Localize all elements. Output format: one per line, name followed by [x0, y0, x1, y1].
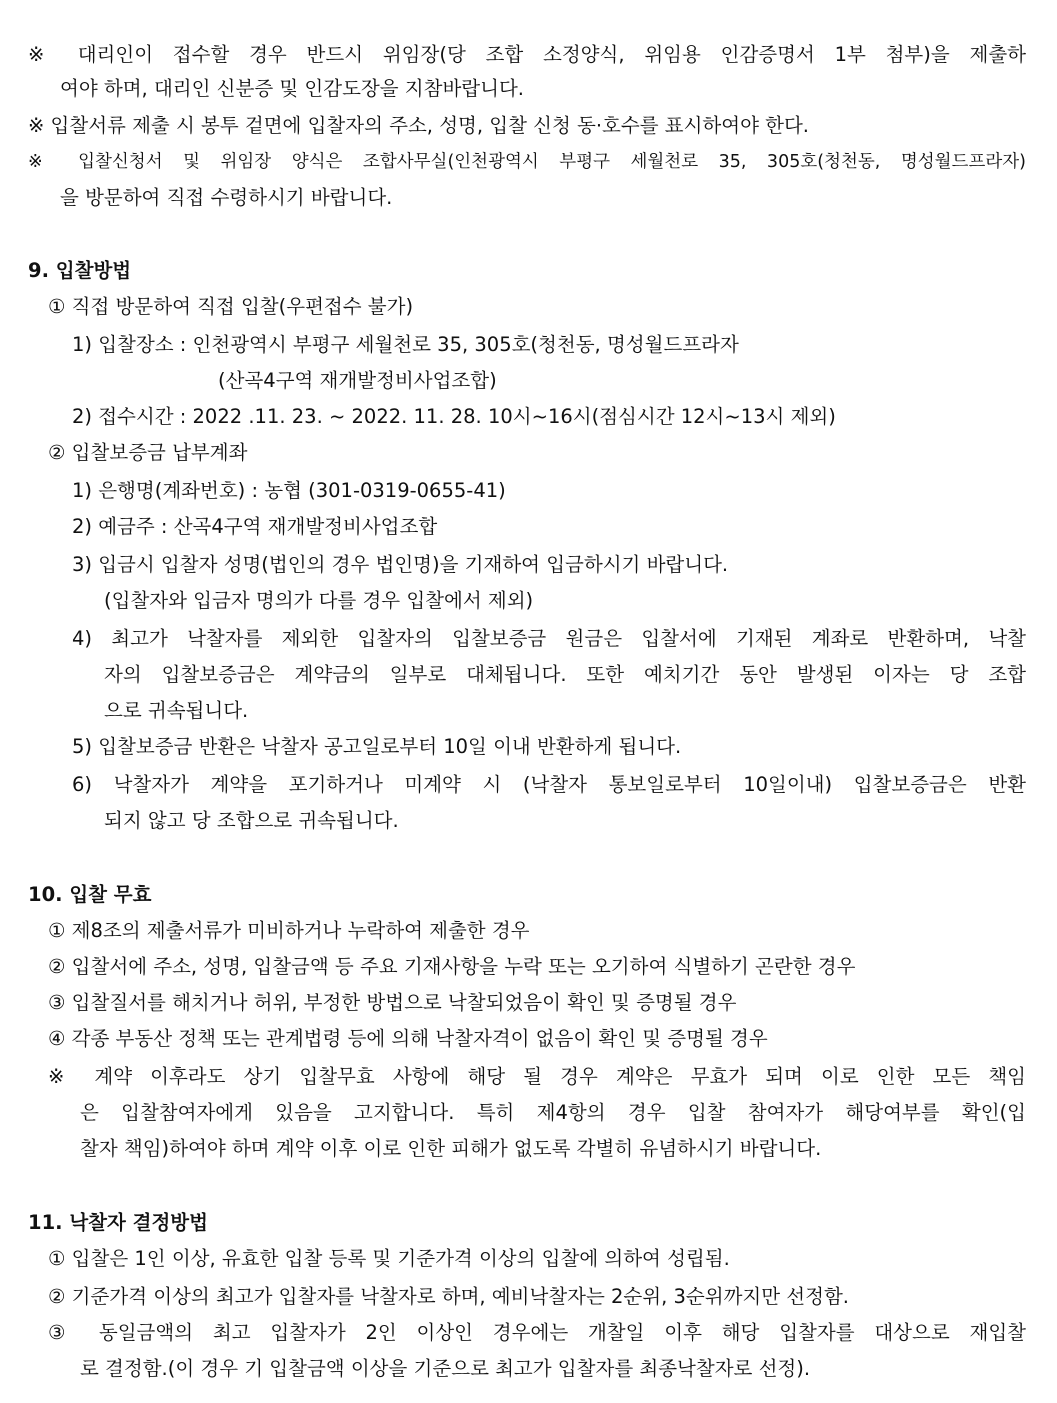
note-forms-line1: ※ 입찰신청서 및 위임장 양식은 조합사무실(인천광역시 부평구 세월천로 35, 305호(청천동, 명성월드프라자): [28, 152, 1026, 172]
section-9-item-1: ① 직접 방문하여 직접 입찰(우편접수 불가): [48, 295, 414, 318]
section-9-item-2-4-line1: 4) 최고가 낙찰자를 제외한 입찰자의 입찰보증금 원금은 입찰서에 기재된 계좌로 반환하며, 낙찰: [72, 627, 1026, 650]
section-9-item-2-4-line2: 자의 입찰보증금은 계약금의 일부로 대체됩니다. 또한 예치기간 동안 발생된 이자는 당 조합: [104, 663, 1026, 686]
section-9-item-2-1: 1) 은행명(계좌번호) : 농협 (301-0319-0655-41): [72, 479, 506, 502]
section-9-item-1-1-line1: 1) 입찰장소 : 인천광역시 부평구 세월천로 35, 305호(청천동, 명성월드프라자: [72, 333, 739, 356]
section-9-item-2-4-line3: 으로 귀속됩니다.: [104, 699, 249, 722]
section-11-item-3-line2: 로 결정함.(이 경우 기 입찰금액 이상을 기준으로 최고가 입찰자를 최종낙찰자로 선정).: [80, 1357, 811, 1380]
section-10-note-line2: 은 입찰참여자에게 있음을 고지합니다. 특히 제4항의 경우 입찰 참여자가 해당여부를 확인(입: [80, 1101, 1026, 1124]
section-9-item-2-6-line1: 6) 낙찰자가 계약을 포기하거나 미계약 시 (낙찰자 통보일로부터 10일이내) 입찰보증금은 반환: [72, 773, 1026, 796]
section-10-note-line1: ※ 계약 이후라도 상기 입찰무효 사항에 해당 될 경우 계약은 무효가 되며 이로 인한 모든 책임: [48, 1065, 1026, 1088]
section-10-item-2: ② 입찰서에 주소, 성명, 입찰금액 등 주요 기재사항을 누락 또는 오기하여 식별하기 곤란한 경우: [48, 955, 856, 978]
note-proxy-line1: ※ 대리인이 접수할 경우 반드시 위임장(당 조합 소정양식, 위임용 인감증명서 1부 첨부)을 제출하: [28, 43, 1026, 66]
section-9-item-2-3-line1: 3) 입금시 입찰자 성명(법인의 경우 법인명)을 기재하여 입금하시기 바랍니다.: [72, 553, 729, 576]
section-9-item-2-6-line2: 되지 않고 당 조합으로 귀속됩니다.: [104, 809, 399, 832]
section-9-item-1-1-line2: (산곡4구역 재개발정비사업조합): [218, 369, 497, 392]
section-11-item-2: ② 기준가격 이상의 최고가 입찰자를 낙찰자로 하며, 예비낙찰자는 2순위, 3순위까지만 선정함.: [48, 1285, 850, 1308]
section-10-item-3: ③ 입찰질서를 해치거나 허위, 부정한 방법으로 낙찰되었음이 확인 및 증명될 경우: [48, 991, 737, 1014]
section-11-item-1: ① 입찰은 1인 이상, 유효한 입찰 등록 및 기준가격 이상의 입찰에 의하여 성립됨.: [48, 1247, 730, 1270]
section-9-item-1-2: 2) 접수시간 : 2022 .11. 23. ~ 2022. 11. 28. 10시~16시(점심시간 12시~13시 제외): [72, 405, 836, 428]
section-9-item-2-5: 5) 입찰보증금 반환은 낙찰자 공고일로부터 10일 이내 반환하게 됩니다.: [72, 735, 682, 758]
section-11-title: 11. 낙찰자 결정방법: [28, 1211, 208, 1234]
section-11-item-3-line1: ③ 동일금액의 최고 입찰자가 2인 이상인 경우에는 개찰일 이후 해당 입찰자를 대상으로 재입찰: [48, 1321, 1026, 1344]
section-10-item-1: ① 제8조의 제출서류가 미비하거나 누락하여 제출한 경우: [48, 919, 530, 942]
section-10-note-line3: 찰자 책임)하여야 하며 계약 이후 이로 인한 피해가 없도록 각별히 유념하시기 바랍니다.: [80, 1137, 822, 1160]
note-forms-line2: 을 방문하여 직접 수령하시기 바랍니다.: [60, 186, 393, 209]
section-10-title: 10. 입찰 무효: [28, 883, 152, 906]
section-10-item-4: ④ 각종 부동산 정책 또는 관계법령 등에 의해 낙찰자격이 없음이 확인 및 증명될 경우: [48, 1027, 768, 1050]
section-9-item-2-3-line2: (입찰자와 입금자 명의가 다를 경우 입찰에서 제외): [104, 589, 534, 612]
section-9-item-2: ② 입찰보증금 납부계좌: [48, 441, 248, 464]
section-9-title: 9. 입찰방법: [28, 259, 132, 282]
note-envelope: ※ 입찰서류 제출 시 봉투 겉면에 입찰자의 주소, 성명, 입찰 신청 동·호수를 표시하여야 한다.: [28, 114, 810, 137]
note-proxy-line2: 여야 하며, 대리인 신분증 및 인감도장을 지참바랍니다.: [60, 77, 525, 100]
section-9-item-2-2: 2) 예금주 : 산곡4구역 재개발정비사업조합: [72, 515, 438, 538]
